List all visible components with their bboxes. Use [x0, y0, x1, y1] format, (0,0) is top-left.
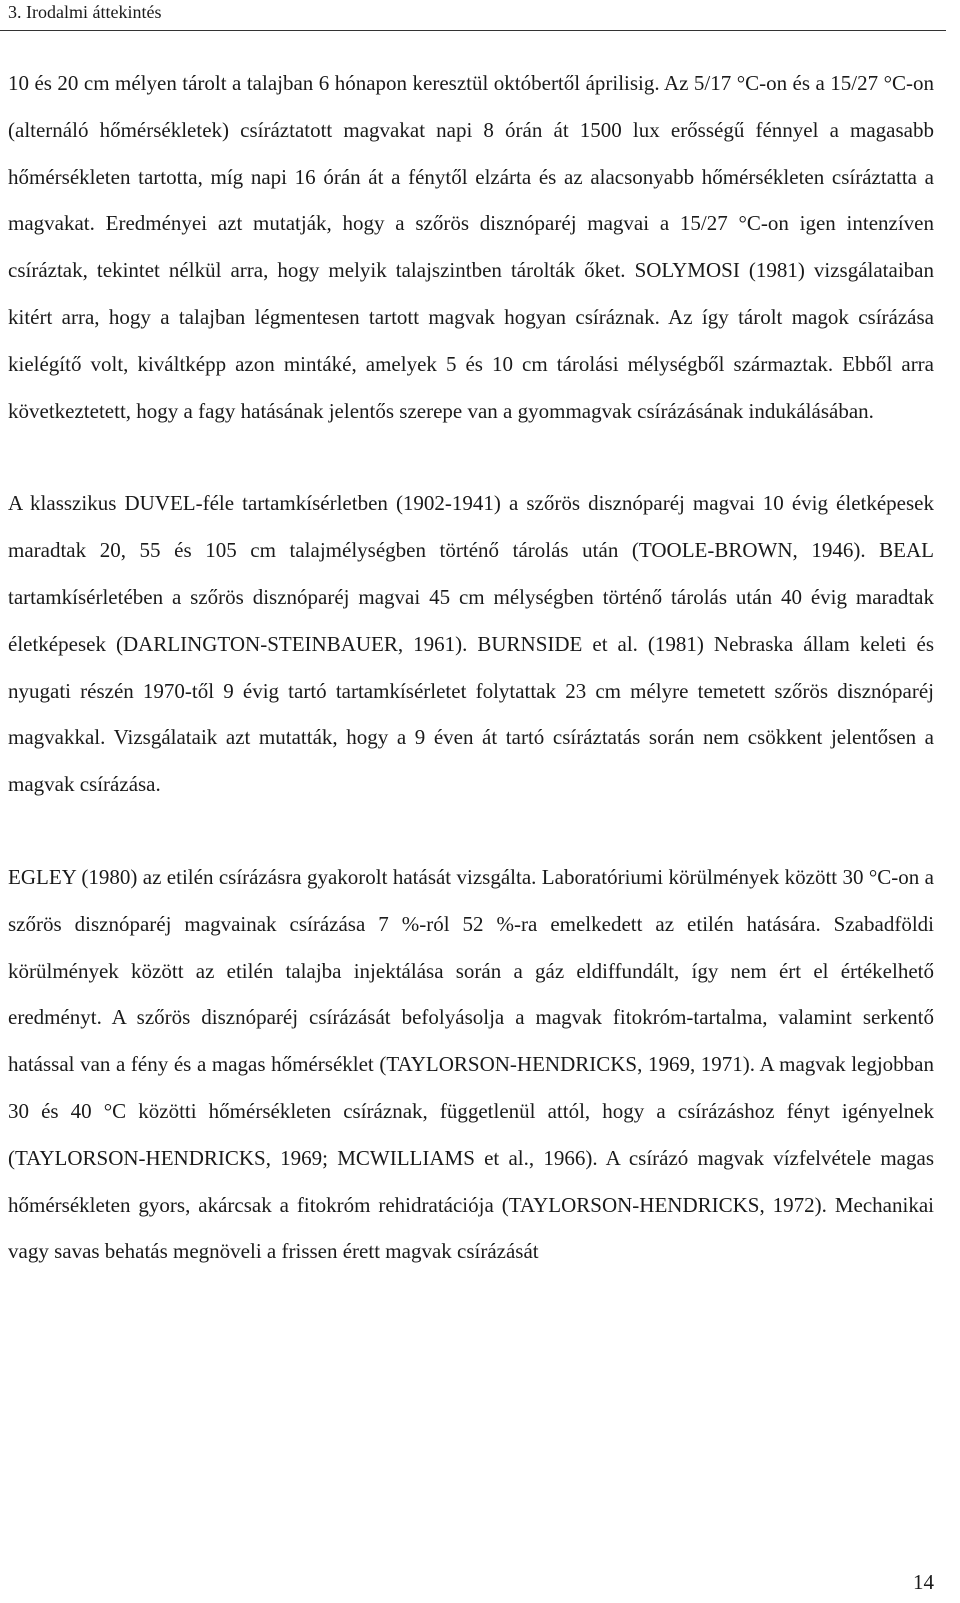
- paragraph-1: 10 és 20 cm mélyen tárolt a talajban 6 hónapon keresztül októbertől áprilisig. Az 5/17 °C-on és a 15/27 °C-on (alternáló hőmérsékletek) csíráztatott magvakat napi 8 órán át 1500 lux erősségű fénnyel a magasabb hőmérsékleten tartotta, míg napi 16 órán át a fénytől elzárta és az alacsonyabb hőmérsékleten csíráztatta a magvakat. Eredményei azt mutatják, hogy a szőrös disznóparéj magvai a 15/27 °C-on igen intenzíven csíráztak, tekintet nélkül arra, hogy melyik talajszintben tárolták őket. SOLYMOSI (1981) vizsgálataiban kitért arra, hogy a talajban légmentesen tartott magvak hogyan csíráznak. Az így tárolt magok csírázása kielégítő volt, kiváltképp azon mintáké, amelyek 5 és 10 cm tárolási mélységből származtak. Ebből arra következtetett, hogy a fagy hatásának jelentős szerepe van a gyommagvak csírázásának indukálásában.: [8, 71, 934, 423]
- paragraph-2: A klasszikus DUVEL-féle tartamkísérletben (1902-1941) a szőrös disznóparéj magvai 10 évig életképesek maradtak 20, 55 és 105 cm talajmélységben történő tárolás után (TOOLE-BROWN, 1946). BEAL tartamkísérletében a szőrös disznóparéj magvai 45 cm mélységben történő tárolás után 40 évig maradtak életképesek (DARLINGTON-STEINBAUER, 1961). BURNSIDE et al. (1981) Nebraska állam keleti és nyugati részén 1970-től 9 évig tartó tartamkísérletet folytattak 23 cm mélyre temetett szőrös disznóparéj magvakkal. Vizsgálataik azt mutatták, hogy a 9 éven át tartó csíráztatás során nem csökkent jelentősen a magvak csírázása.: [8, 491, 934, 797]
- page-number: 14: [913, 1570, 934, 1594]
- chapter-title: 3. Irodalmi áttekintés: [8, 2, 162, 22]
- paragraph-3: EGLEY (1980) az etilén csírázásra gyakorolt hatását vizsgálta. Laboratóriumi körülmények között 30 °C-on a szőrös disznóparéj magvainak csírázása 7 %-ról 52 %-ra emelkedett az etilén hatására. Szabadföldi körülmények között az etilén talajba injektálása során a gáz eldiffundált, így nem ért el értékelhető eredményt. A szőrös disznóparéj csírázását befolyásolja a magvak fitokróm-tartalma, valamint serkentő hatással van a fény és a magas hőmérséklet (TAYLORSON-HENDRICKS, 1969, 1971). A magvak legjobban 30 és 40 °C közötti hőmérsékleten csíráznak, függetlenül attól, hogy a csírázáshoz fényt igényelnek (TAYLORSON-HENDRICKS, 1969; MCWILLIAMS et al., 1966). A csírázó magvak vízfelvétele magas hőmérsékleten gyors, akárcsak a fitokróm rehidratációja (TAYLORSON-HENDRICKS, 1972). Mechanikai vagy savas behatás megnöveli a frissen érett magvak csírázását: [8, 864, 934, 1264]
- running-header: [0, 0, 946, 31]
- page-body: [8, 60, 934, 1275]
